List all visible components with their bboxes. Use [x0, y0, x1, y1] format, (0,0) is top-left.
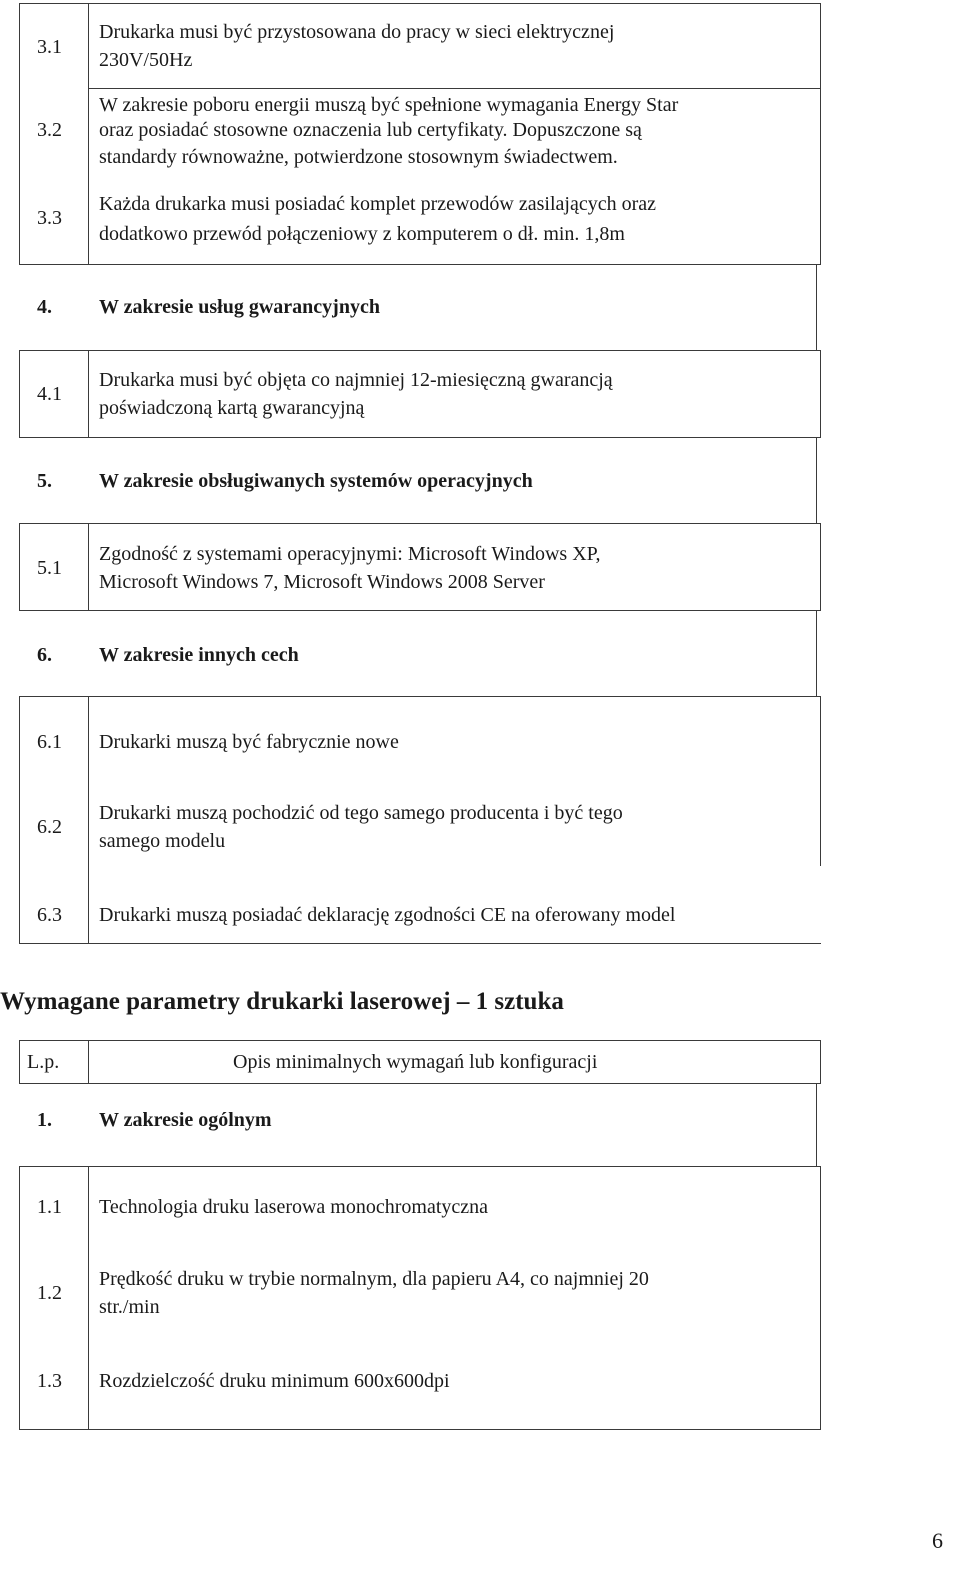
row-number: 3.1 [37, 36, 62, 58]
section-heading: Wymagane parametry drukarki laserowej – 1 sztuka [0, 988, 564, 1015]
row-number: 3.2 [37, 119, 62, 141]
section-title: W zakresie usług gwarancyjnych [99, 296, 380, 318]
row-text-line: Prędkość druku w trybie normalnym, dla papieru A4, co najmniej 20 [99, 1268, 649, 1290]
row-number: 4.1 [37, 383, 62, 405]
section-title: W zakresie obsługiwanych systemów operacyjnych [99, 470, 533, 492]
row-text-line: samego modelu [99, 830, 226, 852]
section-number: 5. [37, 470, 52, 492]
row-number: 5.1 [37, 557, 62, 579]
row-text-line: Drukarki muszą pochodzić od tego samego producenta i być tego [99, 802, 623, 824]
row-number: 1.3 [37, 1370, 62, 1392]
row-text-line: Każda drukarka musi posiadać komplet przewodów zasilających oraz [99, 193, 656, 215]
section-title: W zakresie ogólnym [99, 1109, 272, 1131]
section-number: 4. [37, 296, 52, 318]
column-header-lp: L.p. [27, 1051, 60, 1073]
row-text-line: dodatkowo przewód połączeniowy z komputerem o dł. min. 1,8m [99, 223, 625, 245]
row-text-line: Microsoft Windows 7, Microsoft Windows 2008 Server [99, 571, 545, 593]
row-text-line: str./min [99, 1296, 160, 1318]
row-text-line: poświadczoną kartą gwarancyjną [99, 397, 365, 419]
row-text: Technologia druku laserowa monochromatyczna [99, 1196, 489, 1218]
row-text-line: W zakresie poboru energii muszą być spełnione wymagania Energy Star [99, 94, 679, 116]
row-text-line: standardy równoważne, potwierdzone stosownym świadectwem. [99, 146, 618, 168]
row-text: Rozdzielczość druku minimum 600x600dpi [99, 1370, 450, 1392]
row-text-line: Drukarka musi być przystosowana do pracy w sieci elektrycznej [99, 21, 615, 43]
column-header-description: Opis minimalnych wymagań lub konfiguracji [233, 1051, 598, 1073]
row-text-line: 230V/50Hz [99, 49, 193, 71]
row-text-line: oraz posiadać stosowne oznaczenia lub certyfikaty. Dopuszczone są [99, 119, 642, 141]
row-number: 1.2 [37, 1282, 62, 1304]
row-number: 6.3 [37, 904, 62, 926]
row-text-line: Zgodność z systemami operacyjnymi: Microsoft Windows XP, [99, 543, 601, 565]
page-number: 6 [932, 1528, 943, 1553]
row-text: Drukarki muszą być fabrycznie nowe [99, 731, 399, 753]
row-text: Drukarki muszą posiadać deklarację zgodności CE na oferowany model [99, 904, 676, 926]
section-title: W zakresie innych cech [99, 644, 299, 666]
row-number: 6.2 [37, 816, 62, 838]
row-text-line: Drukarka musi być objęta co najmniej 12-miesięczną gwarancją [99, 369, 613, 391]
row-number: 6.1 [37, 731, 62, 753]
section-number: 1. [37, 1109, 52, 1131]
row-number: 3.3 [37, 207, 62, 229]
row-number: 1.1 [37, 1196, 62, 1218]
section-number: 6. [37, 644, 52, 666]
